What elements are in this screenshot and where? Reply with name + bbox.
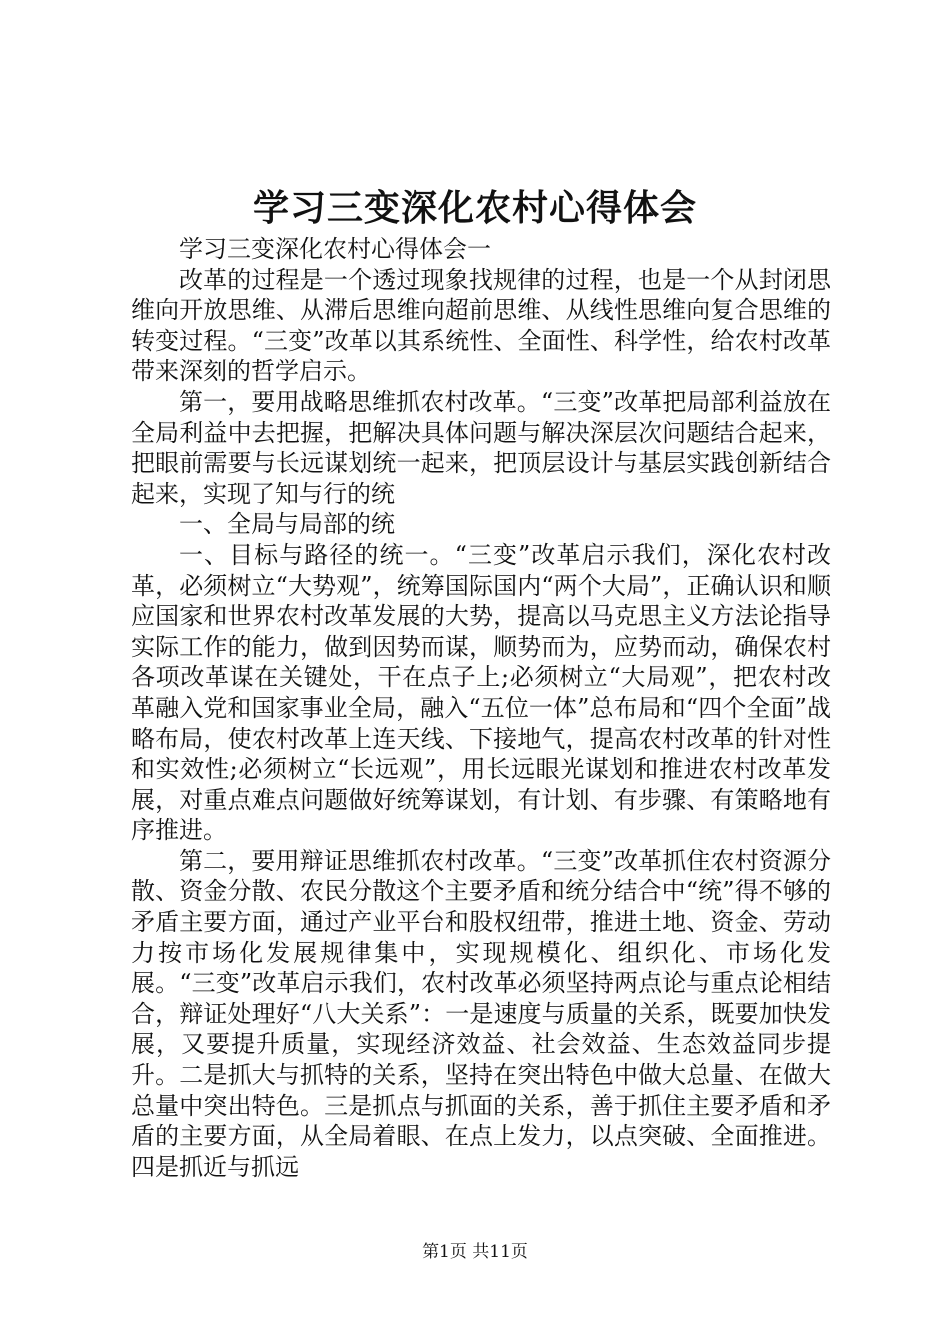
paragraph-strategic-thinking: 第一，要用战略思维抓农村改革。“三变”改革把局部利益放在全局利益中去把握，把解决具体问题与解决深层次问题结合起来，把眼前需要与长远谋划统一起来，把顶层设计与基层实践创新结合起来，实现了知与行的统	[131, 387, 831, 508]
page-number-footer: 第1页 共11页	[422, 1242, 528, 1262]
paragraph-goal-path: 一、目标与路径的统一。“三变”改革启示我们，深化农村改革，必须树立“大势观”，统筹国际国内“两个大局”，正确认识和顺应国家和世界农村改革发展的大势，提高以马克思主义方法论指导实际工作的能力，做到因势而谋，顺势而为，应势而动，确保农村各项改革谋在关键处，干在点子上;必须树立“大局观”，把农村改革融入党和国家事业全局，融入“五位一体”总布局和“四个全面”战略布局，使农村改革上连天线、下接地气，提高农村改革的针对性和实效性;必须树立“长远观”，用长远眼光谋划和推进农村改革发展，对重点难点问题做好统筹谋划，有计划、有步骤、有策略地有序推进。	[131, 540, 831, 845]
paragraph-subtitle: 学习三变深化农村心得体会一	[179, 235, 491, 263]
paragraph-dialectical-thinking: 第二，要用辩证思维抓农村改革。“三变”改革抓住农村资源分散、资金分散、农民分散这个主要矛盾和统分结合中“统”得不够的矛盾主要方面，通过产业平台和股权纽带，推进土地、资金、劳动力按市场化发展规律集中，实现规模化、组织化、市场化发展。“三变”改革启示我们，农村改革必须坚持两点论与重点论相结合，辩证处理好“八大关系”：一是速度与质量的关系，既要加快发展，又要提升质量，实现经济效益、社会效益、生态效益同步提升。二是抓大与抓特的关系，坚持在突出特色中做大总量、在做大总量中突出特色。三是抓点与抓面的关系，善于抓住主要矛盾和矛盾的主要方面，从全局着眼、在点上发力，以点突破、全面推进。四是抓近与抓远	[131, 846, 831, 1181]
paragraph-intro: 改革的过程是一个透过现象找规律的过程，也是一个从封闭思维向开放思维、从滞后思维向超前思维、从线性思维向复合思维的转变过程。“三变”改革以其系统性、全面性、科学性，给农村改革带来深刻的哲学启示。	[131, 265, 831, 386]
document-body	[131, 234, 831, 1182]
document-title: 学习三变深化农村心得体会	[252, 187, 697, 229]
paragraph-heading-overall: 一、全局与局部的统	[179, 510, 395, 539]
